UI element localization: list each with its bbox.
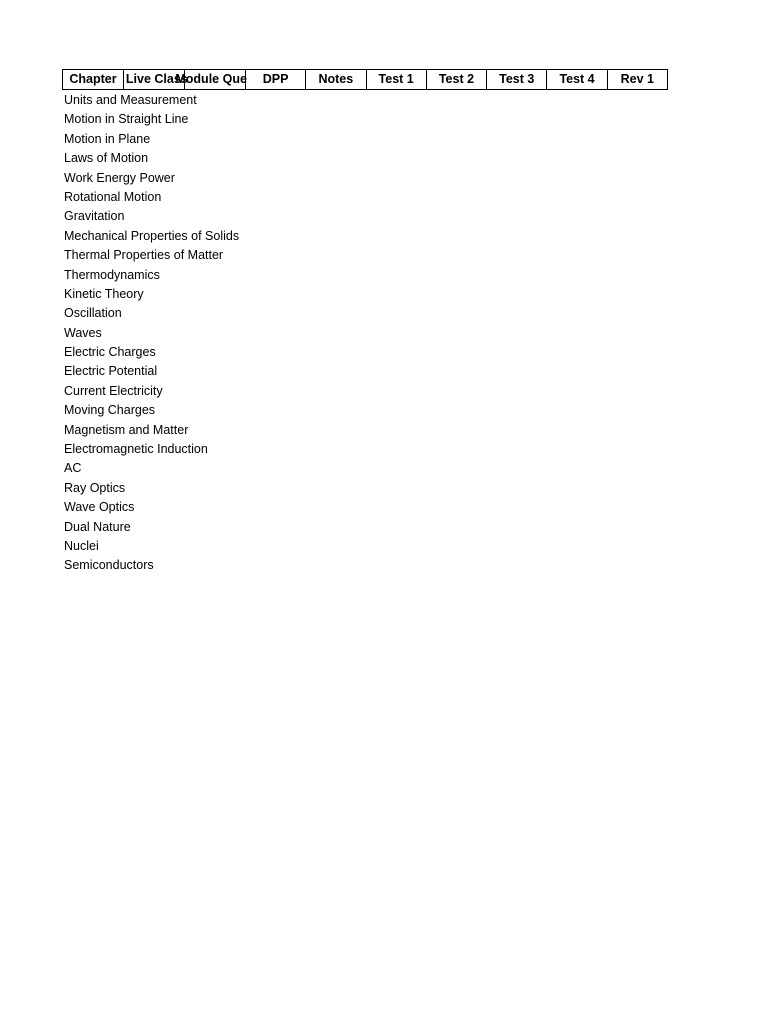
chapter-cell[interactable]: Kinetic Theory [64,286,144,301]
chapter-cell[interactable]: Dual Nature [64,519,131,534]
chapter-cell[interactable]: AC [64,461,82,476]
header-cell-test-4[interactable]: Test 4 [547,70,607,89]
chapter-cell[interactable]: Wave Optics [64,500,135,515]
chapter-cell[interactable]: Moving Charges [64,403,156,418]
chapter-cell[interactable]: Current Electricity [64,383,163,398]
chapter-cell[interactable]: Semiconductors [64,558,154,573]
chapter-cell[interactable]: Gravitation [64,209,125,224]
header-cell-module-que-text: Module Que [175,72,247,86]
chapter-cell[interactable]: Ray Optics [64,480,126,495]
chapter-cell[interactable]: Motion in Straight Line [64,112,189,127]
chapter-cell[interactable]: Laws of Motion [64,151,149,166]
header-row [62,69,668,90]
header-cell-dpp[interactable]: DPP [246,70,306,89]
header-cell-test-3[interactable]: Test 3 [487,70,547,89]
chapter-cell[interactable]: Work Energy Power [64,170,175,185]
chapter-cell[interactable]: Waves [64,325,102,340]
chapter-cell[interactable]: Magnetism and Matter [64,422,189,437]
chapter-cell[interactable]: Oscillation [64,306,122,321]
chapter-cell[interactable]: Motion in Plane [64,131,151,146]
chapter-cell[interactable]: Mechanical Properties of Solids [64,228,240,243]
header-cell-module-que[interactable] [175,70,247,89]
chapter-cell[interactable]: Nuclei [64,538,99,553]
chapter-list [62,91,668,576]
header-cell-test-1[interactable]: Test 1 [367,70,427,89]
header-cell-notes[interactable]: Notes [306,70,366,89]
header-cell-live-class[interactable]: Live Class [124,70,185,89]
chapter-cell[interactable]: Units and Measurement [64,93,197,107]
chapter-cell[interactable]: Electric Charges [64,345,156,360]
chapter-cell[interactable]: Rotational Motion [64,189,162,204]
chapter-cell[interactable]: Thermodynamics [64,267,160,282]
header-cell-rev-1[interactable]: Rev 1 [608,70,668,89]
spreadsheet [62,69,668,576]
chapter-cell[interactable]: Thermal Properties of Matter [64,248,224,263]
header-cell-test-2[interactable]: Test 2 [427,70,487,89]
header-cell-chapter[interactable]: Chapter [63,70,124,89]
chapter-cell[interactable]: Electric Potential [64,364,158,379]
chapter-cell[interactable]: Electromagnetic Induction [64,442,208,457]
